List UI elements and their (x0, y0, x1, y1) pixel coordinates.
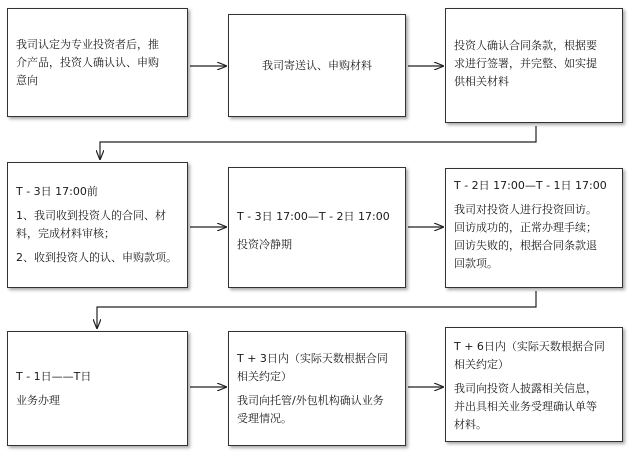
step-time-heading: 相关约定） (454, 358, 509, 371)
step-text-line: 我司认定为专业投资者后，推 (16, 38, 159, 51)
step-text-line: 受理情况。 (237, 412, 292, 425)
step-material-review (7, 162, 188, 288)
step-text-line: 意向 (16, 74, 38, 87)
step-text-line: 我司对投资人进行投资回访。 (454, 203, 597, 216)
step-text: 业务办理 (16, 394, 60, 407)
step-time-heading: T + 3日内（实际天数根据合同 (237, 352, 388, 365)
step-text-line: 材料。 (454, 418, 487, 431)
step-text: 我司寄送认、申购材料 (262, 58, 372, 72)
step-text-line: 投资人确认合同条款，根据要 (454, 39, 597, 52)
arrow-b6-b7 (97, 291, 536, 328)
step-text: 投资冷静期 (237, 238, 292, 251)
step-text-line: 回款项。 (454, 257, 498, 270)
step-text-line: 我司向投资人披露相关信息， (454, 382, 597, 395)
step-sign-contract (445, 8, 623, 123)
step-send-materials (228, 14, 406, 117)
arrow-b3-b4 (100, 126, 536, 159)
step-time-heading: T - 3日 17:00前 (16, 185, 98, 198)
step-time-heading: 相关约定） (237, 370, 292, 383)
step-time-heading: T - 3日 17:00—T - 2日 17:00 (237, 210, 390, 223)
step-time-heading: T - 1日——T日 (16, 370, 92, 383)
step-custodian-confirmation (228, 331, 406, 446)
step-text-line: 求进行签署，并完整、如实提 (454, 57, 597, 70)
step-text-line: 回访成功的，正常办理手续； (454, 221, 597, 234)
step-business-processing (7, 331, 188, 446)
step-text-line: 供相关材料 (454, 75, 509, 88)
step-disclosure (445, 327, 623, 442)
step-recommend-product (7, 8, 188, 117)
step-time-heading: T - 2日 17:00—T - 1日 17:00 (454, 179, 607, 192)
step-text-line: 介产品，投资人确认认、申购 (16, 56, 159, 69)
step-time-heading: T + 6日内（实际天数根据合同 (454, 340, 605, 353)
step-text-line: 并出具相关业务受理确认单等 (454, 400, 597, 413)
step-cooling-period (228, 167, 406, 288)
step-text-line: 我司向托管/外包机构确认业务 (237, 394, 384, 407)
step-text-line: 料，完成材料审核； (16, 227, 115, 240)
step-text-line: 回访失败的，根据合同条款退 (454, 239, 597, 252)
step-text-line: 1、我司收到投资人的合同、材 (16, 209, 166, 222)
step-text-line: 2、收到投资人的认、申购款项。 (16, 251, 177, 264)
step-callback-visit (445, 168, 623, 288)
